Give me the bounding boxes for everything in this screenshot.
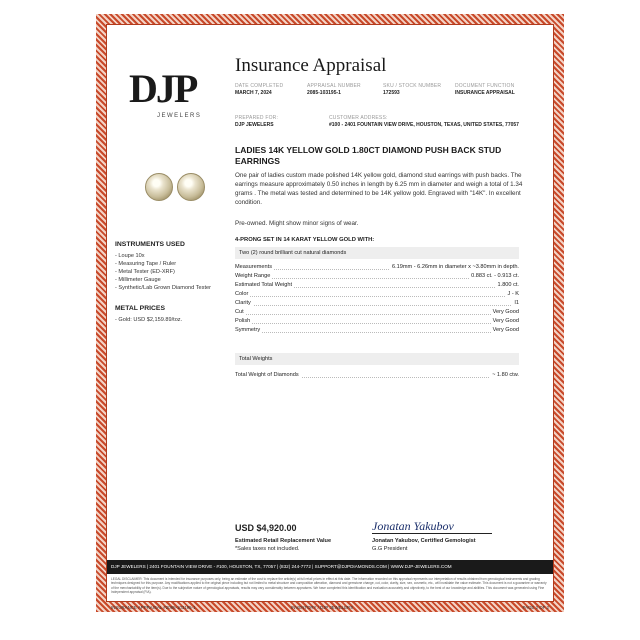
meta-appraisal-number: APPRAISAL NUMBER 2085-103195-1 [307, 83, 361, 96]
meta-document-function: DOCUMENT FUNCTION INSURANCE APPRAISAL [455, 83, 515, 96]
spec-heading: 4-PRONG SET IN 14 KARAT YELLOW GOLD WITH: [235, 237, 375, 243]
certificate-body [106, 24, 554, 610]
instruments-list [115, 252, 211, 292]
legal-disclaimer: LEGAL DISCLAIMER: This document is intended for insurance purposes only, being an estimate of the cost to replace the article(s) at full retail prices in effect at this date. The information recorded on this appraisal represents our interpretation of results obtained from gemological instruments and grading techniques designed for this purpose. Any modifications applied to the original piece including but not limited to metal structure and composition alteration, diamond and gemstone change, cut, color, clarity, size, sex, cosmetic, etc., will invalidate the value estimate. This document is not a guarantee or warranty of the merchantability of the item(s). Due to the subjective nature of gemological appraisals, results may vary considerably between appraisers. We have completed this identification and evaluation accurately and objectively, to the best of our knowledge and abilities. This document was generated using Fine Independent appraisal (FIA). [111, 577, 547, 594]
item-description: One pair of ladies custom made polished 14K yellow gold, diamond stud earrings with push backs. The earrings measure approximately 0.50 inches in length by 6.25 mm in diameter and weigh a total of 1.34 grams . The metal was tested and determined to be 14K yellow gold. Engraved with "14K". In excellent condition. [235, 172, 523, 206]
list-item: - Gold: USD $2,159.89/toz. [115, 317, 183, 323]
list-item: - Measuring Tape / Ruler [115, 261, 177, 267]
spec-row: Polish Very Good [235, 318, 519, 324]
bottom-appraisal-ref: INSURANCE APPRAISAL #2085-103195-1 [111, 605, 196, 610]
list-item: - Loupe 10x [115, 253, 145, 259]
total-weight-row: Total Weight of Diamonds ~ 1.80 ctw. [235, 372, 519, 378]
spec-bar: Two (2) round brilliant cut natural diamonds [235, 247, 519, 259]
spec-row: Symmetry Very Good [235, 327, 519, 333]
diamond-stud-left [145, 173, 173, 201]
signature-script: Jonatan Yakubov [372, 519, 454, 533]
diamond-stud-right [177, 173, 205, 201]
certificate-border [96, 14, 564, 612]
spec-row: Estimated Total Weight 1.800 ct. [235, 282, 519, 288]
signature-line [372, 533, 492, 534]
earrings-photo [143, 171, 207, 203]
list-item: - Millimeter Gauge [115, 277, 161, 283]
price-label: Estimated Retail Replacement Value *Sales taxes not included. [235, 538, 332, 552]
footer-contact-bar: DJP JEWELERS | 2401 FOUNTAIN VIEW DRIVE - #100, HOUSTON, TX, 77057 | (832) 244-7772 | SUPPORT@DJPDIAMONDS.COM | WWW.DJP-JEWELERS.COM [107, 560, 553, 574]
prepared-for: PREPARED FOR: DJP JEWELERS [235, 115, 279, 128]
metal-prices-list [115, 316, 182, 324]
spec-row: Measurements 6.19mm - 6.26mm in diameter x ~3.80mm in depth. [235, 264, 519, 270]
weights-bar: Total Weights [235, 353, 519, 365]
customer-address: CUSTOMER ADDRESS: #100 - 2401 FOUNTAIN VIEW DRIVE, HOUSTON, TEXAS, UNITED STATES, 77057 [329, 115, 519, 128]
item-heading: LADIES 14K YELLOW GOLD 1.80CT DIAMOND PUSH BACK STUD EARRINGS [235, 145, 502, 166]
price-amount: USD $4,920.00 [235, 523, 297, 533]
logo-subtitle: JEWELERS [157, 113, 202, 119]
meta-date: DATE COMPLETED MARCH 7, 2024 [235, 83, 284, 96]
bottom-inventory: INVENTORY / DJP JEWELERS [291, 605, 354, 610]
spec-row: Cut Very Good [235, 309, 519, 315]
spec-row: Clarity I1 [235, 300, 519, 306]
spec-row: Weight Range 0.883 ct. - 0.913 ct. [235, 273, 519, 279]
spec-row: Color J - K [235, 291, 519, 297]
logo-letters: DJP [129, 66, 197, 111]
condition-note: Pre-owned. Might show minor signs of wear. [235, 220, 359, 227]
instruments-heading: INSTRUMENTS USED [115, 241, 185, 248]
list-item: - Synthetic/Lab Grown Diamond Tester [115, 285, 211, 291]
page-title: Insurance Appraisal [235, 55, 387, 76]
metal-prices-heading: METAL PRICES [115, 305, 165, 312]
list-item: - Metal Tester (ED-XRF) [115, 269, 175, 275]
signature-label: Jonatan Yakubov, Certified Gemologist G.G President [372, 538, 476, 552]
bottom-page-number: PAGE 2 OF 2 [522, 605, 549, 610]
meta-sku: SKU / STOCK NUMBER 172593 [383, 83, 442, 96]
djp-logo [129, 67, 217, 125]
